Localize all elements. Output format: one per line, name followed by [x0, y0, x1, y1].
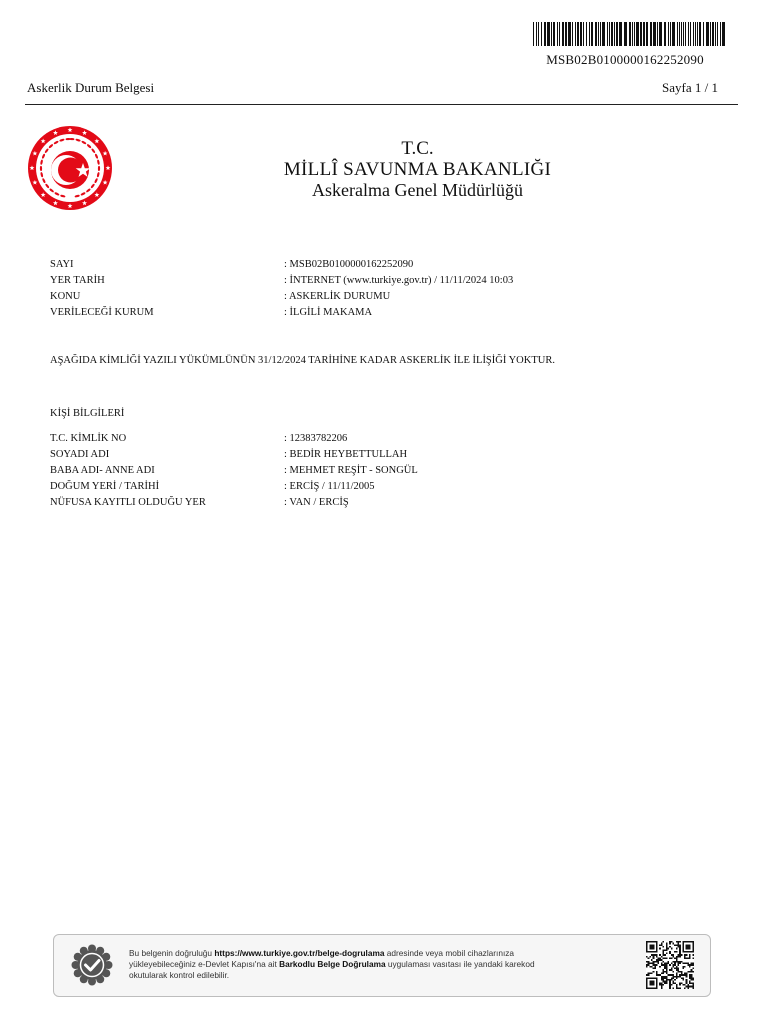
field-value: : BEDİR HEYBETTULLAH	[284, 449, 408, 460]
field-row-baba-anne	[50, 463, 710, 479]
ministry-title-block	[210, 139, 625, 201]
field-label: KONU	[50, 291, 81, 302]
field-label: SAYI	[50, 259, 74, 270]
field-row-konu	[50, 289, 710, 305]
qr-code-icon[interactable]	[646, 941, 694, 989]
verification-text-part: uygulaması vasıtası ile yandaki karekod okutularak kontrol edilebilir.	[129, 959, 535, 980]
ministry-name: MİLLÎ SAVUNMA BAKANLIĞI	[283, 158, 552, 180]
verification-url[interactable]: https://www.turkiye.gov.tr/belge-dogrulama	[214, 948, 385, 958]
verification-footer	[53, 934, 711, 997]
field-value: : ASKERLİK DURUMU	[284, 291, 391, 302]
field-label: NÜFUSA KAYITLI OLDUĞU YER	[50, 497, 206, 508]
field-label: T.C. KİMLİK NO	[50, 433, 127, 444]
military-status-statement: AŞAĞIDA KİMLİĞİ YAZILI YÜKÜMLÜNÜN 31/12/2024 TARİHİNE KADAR ASKERLİK İLE İLİŞİĞİ YOKTUR.	[50, 355, 555, 366]
field-value: : VAN / ERCİŞ	[284, 497, 349, 508]
person-section-heading: KİŞİ BİLGİLERİ	[50, 408, 125, 419]
barcode-icon	[533, 22, 729, 46]
barcode-number: MSB02B0100000162252090	[546, 52, 704, 67]
field-row-nufus	[50, 495, 710, 511]
field-value: : ERCİŞ / 11/11/2005	[284, 481, 375, 492]
header-divider	[25, 104, 738, 105]
field-label: VERİLECEĞİ KURUM	[50, 307, 154, 318]
field-row-tc-kimlik	[50, 431, 710, 447]
document-title: Askerlik Durum Belgesi	[27, 80, 155, 95]
field-label: BABA ADI- ANNE ADI	[50, 465, 155, 476]
field-value: : İNTERNET (www.turkiye.gov.tr) / 11/11/2024 10:03	[284, 275, 514, 286]
field-value: : MSB02B0100000162252090	[284, 259, 414, 270]
directorate-name: Askeralma Genel Müdürlüğü	[312, 179, 523, 200]
state-abbreviation: T.C.	[401, 138, 434, 159]
verification-seal-icon	[64, 943, 120, 987]
verification-text-part: Bu belgenin doğruluğu	[129, 948, 215, 958]
field-row-dogum	[50, 479, 710, 495]
field-label: YER TARİH	[50, 275, 105, 286]
field-label: DOĞUM YERİ / TARİHİ	[50, 481, 160, 492]
person-fields	[50, 431, 710, 511]
ministry-emblem	[26, 124, 114, 214]
field-row-soyadi-adi	[50, 447, 710, 463]
verification-app-name: Barkodlu Belge Doğrulama	[279, 959, 386, 969]
field-row-yer-tarih	[50, 273, 710, 289]
verification-text	[129, 948, 549, 981]
page-indicator: Sayfa 1 / 1	[662, 80, 718, 95]
field-row-sayi	[50, 257, 710, 273]
verification-text-part: adresinde veya mobil cihazlarınıza yükleyebileceğiniz e-Devlet Kapısı'na ait	[129, 948, 515, 969]
document-fields	[50, 257, 710, 321]
field-value: : MEHMET REŞİT - SONGÜL	[284, 465, 418, 476]
field-value: : 12383782206	[284, 433, 348, 444]
field-value: : İLGİLİ MAKAMA	[284, 307, 373, 318]
field-row-verilecegi-kurum	[50, 305, 710, 321]
field-label: SOYADI ADI	[50, 449, 110, 460]
